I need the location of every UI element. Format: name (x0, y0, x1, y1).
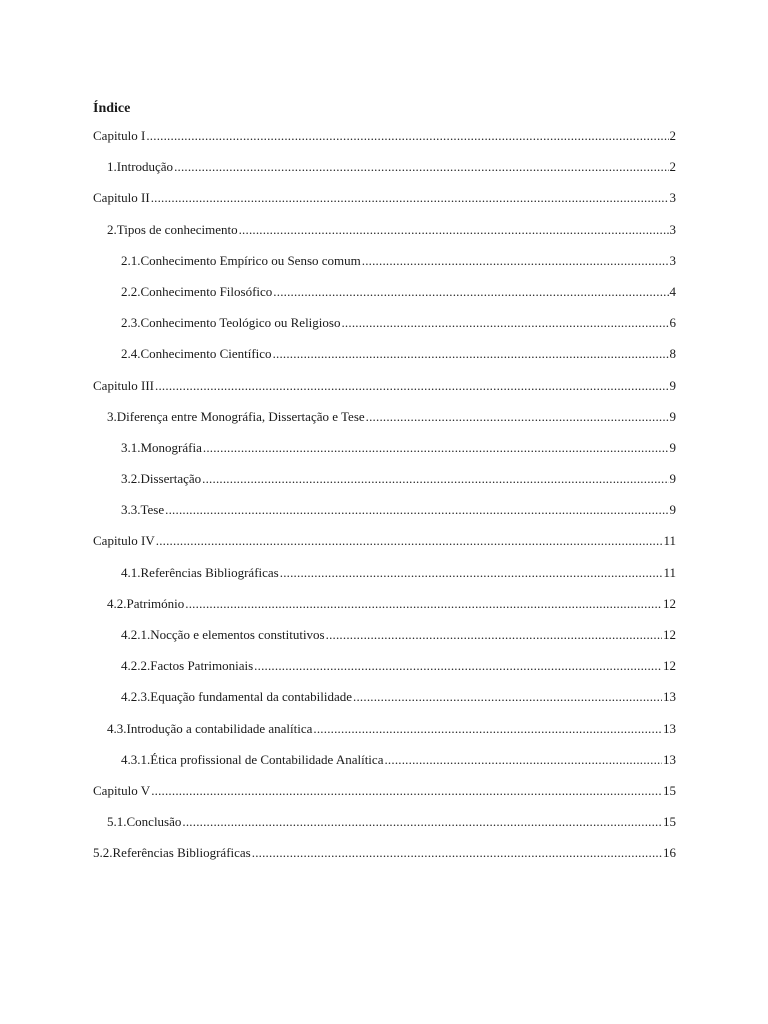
toc-dot-leader (146, 128, 668, 144)
toc-entry[interactable] (107, 409, 676, 440)
toc-entry-title: 3.1.Monográfia (121, 439, 202, 455)
toc-page-number: 3 (669, 252, 676, 268)
toc-entry[interactable] (107, 596, 676, 627)
toc-entry[interactable] (107, 721, 676, 752)
toc-entry[interactable] (107, 814, 676, 845)
toc-page-number: 9 (669, 471, 676, 487)
toc-page-number: 15 (663, 814, 676, 830)
toc-entry-title: 4.2.3.Equação fundamental da contabilidade (121, 689, 353, 705)
toc-dot-leader (182, 814, 662, 830)
toc-entry-title: 4.3.Introdução a contabilidade analítica (107, 720, 313, 736)
toc-dot-leader (151, 783, 662, 799)
toc-dot-leader (165, 502, 668, 518)
toc-entry[interactable] (93, 190, 676, 221)
toc-entry-title: 5.1.Conclusão (107, 814, 182, 830)
toc-entry[interactable] (121, 658, 676, 689)
toc-entry[interactable] (121, 565, 676, 596)
toc-entry-title: Capitulo III (93, 377, 155, 393)
toc-page-number: 11 (663, 533, 676, 549)
toc-title: Índice (93, 101, 131, 116)
toc-dot-leader (384, 752, 662, 768)
toc-page-number: 3 (669, 190, 676, 206)
toc-entry[interactable] (93, 845, 676, 876)
toc-dot-leader (239, 222, 669, 238)
toc-entry-title: 2.1.Conhecimento Empírico ou Senso comum (121, 252, 361, 268)
toc-page-number: 13 (663, 751, 676, 767)
toc-entry[interactable] (93, 783, 676, 814)
toc-entry-title: 4.2.1.Nocção e elementos constitutivos (121, 627, 325, 642)
toc-entry-title: Capitulo I (93, 128, 146, 143)
toc-dot-leader (185, 596, 662, 612)
toc-dot-leader (273, 346, 669, 362)
toc-dot-leader (203, 440, 669, 456)
toc-entry[interactable] (93, 378, 676, 409)
toc-entry[interactable] (107, 222, 676, 253)
toc-entry[interactable] (93, 128, 676, 159)
toc-page-number: 13 (663, 720, 676, 736)
toc-dot-leader (155, 378, 668, 394)
toc-dot-leader (156, 533, 663, 549)
toc-entry-title: 4.1.Referências Bibliográficas (121, 564, 279, 580)
toc-page-number: 9 (669, 439, 676, 455)
toc-entry-title: 4.2.2.Factos Patrimoniais (121, 658, 254, 674)
toc-dot-leader (280, 565, 663, 581)
toc-entry-title: 2.Tipos de conhecimento (107, 221, 238, 237)
toc-entry[interactable] (121, 502, 676, 533)
toc-page-number: 2 (669, 128, 676, 143)
toc-dot-leader (202, 471, 668, 487)
toc-entry[interactable] (121, 440, 676, 471)
toc-entry[interactable] (121, 253, 676, 284)
toc-entry[interactable] (121, 689, 676, 720)
toc-entry-title: Capitulo IV (93, 533, 155, 549)
toc-dot-leader (252, 845, 662, 861)
toc-page-number: 2 (669, 159, 676, 175)
toc-entry-title: 2.3.Conhecimento Teológico ou Religioso (121, 315, 341, 331)
toc-entry-title: Capitulo II (93, 190, 150, 206)
toc-entry[interactable] (93, 533, 676, 564)
toc-page-number: 12 (663, 627, 676, 642)
toc-page-number: 16 (663, 845, 676, 861)
toc-entry[interactable] (121, 471, 676, 502)
toc-entry[interactable] (107, 159, 676, 190)
toc-entry[interactable] (121, 315, 676, 346)
toc-page-number: 15 (663, 782, 676, 798)
toc-dot-leader (341, 315, 668, 331)
toc-entry-title: 4.3.1.Ética profissional de Contabilidade Analítica (121, 751, 384, 767)
toc-page-number: 4 (669, 283, 676, 299)
toc-dot-leader (353, 689, 662, 705)
toc-entry[interactable] (121, 346, 676, 377)
toc-entry-title: 3.2.Dissertação (121, 471, 202, 487)
toc-entry-title: Capitulo V (93, 782, 151, 798)
toc-entry-title: 4.2.Património (107, 595, 185, 611)
toc-entry-title: 1.Introdução (107, 159, 174, 175)
toc-page-number: 12 (663, 658, 676, 674)
toc-page-number: 12 (663, 595, 676, 611)
toc-entry[interactable] (121, 752, 676, 783)
toc-page-number: 9 (669, 408, 676, 424)
toc-page-number: 13 (663, 689, 676, 705)
toc-page-number: 6 (669, 315, 676, 331)
table-of-contents (0, 128, 768, 877)
toc-entry[interactable] (121, 627, 676, 658)
toc-page-number: 11 (663, 564, 676, 580)
toc-entry-title: 2.2.Conhecimento Filosófico (121, 283, 273, 299)
toc-page-number: 9 (669, 377, 676, 393)
toc-entry[interactable] (121, 284, 676, 315)
toc-dot-leader (313, 721, 662, 737)
toc-dot-leader (174, 159, 668, 175)
toc-page-number: 9 (669, 502, 676, 518)
toc-dot-leader (326, 627, 662, 643)
toc-entry-title: 5.2.Referências Bibliográficas (93, 845, 251, 861)
toc-page-number: 3 (669, 221, 676, 237)
toc-dot-leader (273, 284, 668, 300)
toc-dot-leader (151, 190, 669, 206)
toc-entry-title: 2.4.Conhecimento Científico (121, 346, 272, 362)
toc-dot-leader (362, 253, 669, 269)
toc-entry-title: 3.3.Tese (121, 502, 165, 518)
toc-dot-leader (254, 658, 662, 674)
toc-entry-title: 3.Diferença entre Monográfia, Dissertação e Tese (107, 408, 365, 424)
toc-dot-leader (366, 409, 669, 425)
toc-page-number: 8 (669, 346, 676, 362)
